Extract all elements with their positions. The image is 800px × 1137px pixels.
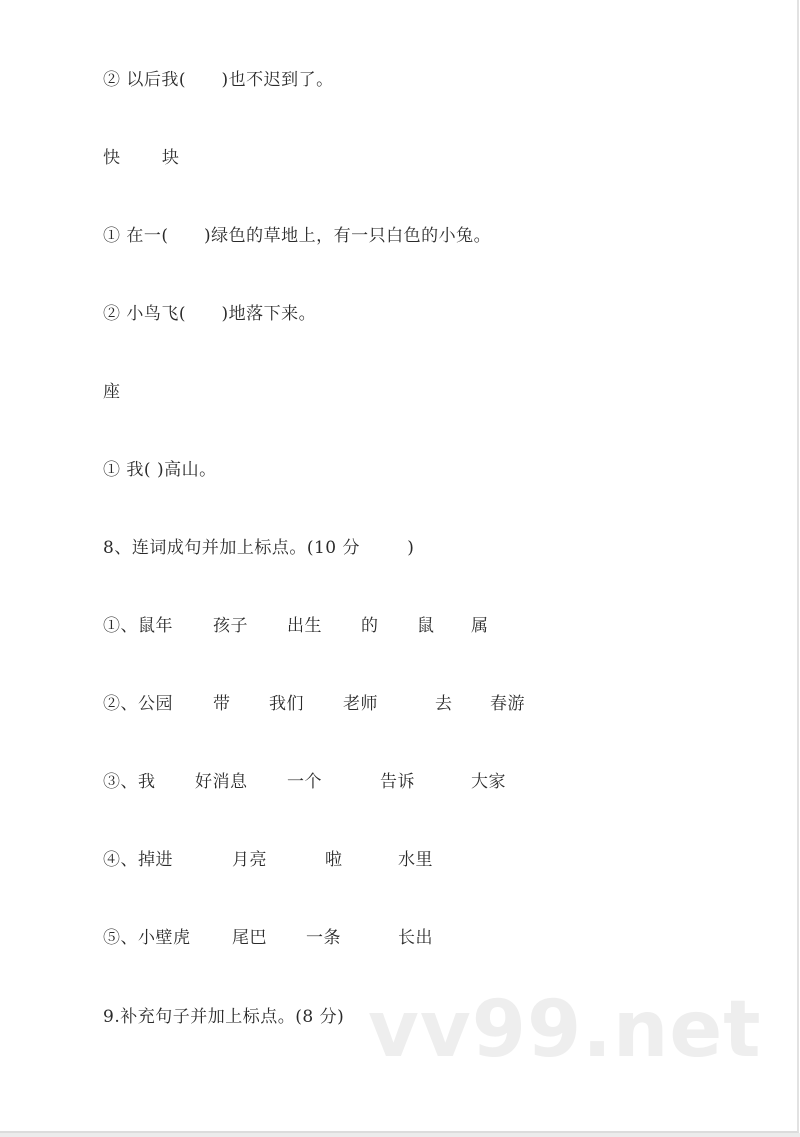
q8-row-2-word: 老师 — [343, 694, 378, 714]
q8-row-5-word: 尾巴 — [232, 928, 267, 948]
q8-row-2-word: ②、公园 — [103, 694, 173, 714]
q8-row-2-word: 去 — [435, 694, 453, 714]
q8-row-1-word: 鼠 — [417, 616, 435, 636]
q8-row-5-word: 一条 — [306, 928, 341, 948]
q7-zuo-heading: 座 — [103, 382, 121, 402]
q8-row-2-word: 春游 — [490, 694, 525, 714]
q7-bu-item-2: ② 以后我( )也不迟到了。 — [103, 70, 334, 90]
q8-row-1-word: 的 — [361, 616, 379, 636]
q8-row-4-word: 月亮 — [232, 850, 267, 870]
q8-row-3-word: 一个 — [287, 772, 322, 792]
q8-row-3-word: ③、我 — [103, 772, 156, 792]
q8-row-4-word: 水里 — [398, 850, 433, 870]
q8-row-5-word: ⑤、小壁虎 — [103, 928, 191, 948]
q8-row-3-word: 大家 — [471, 772, 506, 792]
q7-kuai-item-2: ② 小鸟飞( )地落下来。 — [103, 304, 317, 324]
q8-row-2-word: 我们 — [269, 694, 304, 714]
q8-row-3-word: 好消息 — [195, 772, 248, 792]
q8-row-1-word: 出生 — [287, 616, 322, 636]
q7-kuai-heading: 快 块 — [103, 148, 180, 168]
q8-row-3-word: 告诉 — [380, 772, 415, 792]
q7-zuo-item-1: ① 我( )高山。 — [103, 460, 217, 480]
q9-heading: 9.补充句子并加上标点。(8 分) — [103, 1007, 345, 1027]
q8-heading: 8、连词成句并加上标点。(10 分 ) — [103, 538, 415, 558]
q8-row-1-word: 孩子 — [213, 616, 248, 636]
q8-row-4-word: 啦 — [325, 850, 343, 870]
page-bottom-edge — [0, 1133, 800, 1137]
q7-kuai-item-1: ① 在一( )绿色的草地上，有一只白色的小兔。 — [103, 226, 492, 246]
q8-row-5-word: 长出 — [398, 928, 433, 948]
q8-row-2-word: 带 — [213, 694, 231, 714]
q8-row-1-word: ①、鼠年 — [103, 616, 173, 636]
q8-row-1-word: 属 — [471, 616, 489, 636]
watermark: vv99.net — [368, 985, 762, 1075]
q8-row-4-word: ④、掉进 — [103, 850, 173, 870]
